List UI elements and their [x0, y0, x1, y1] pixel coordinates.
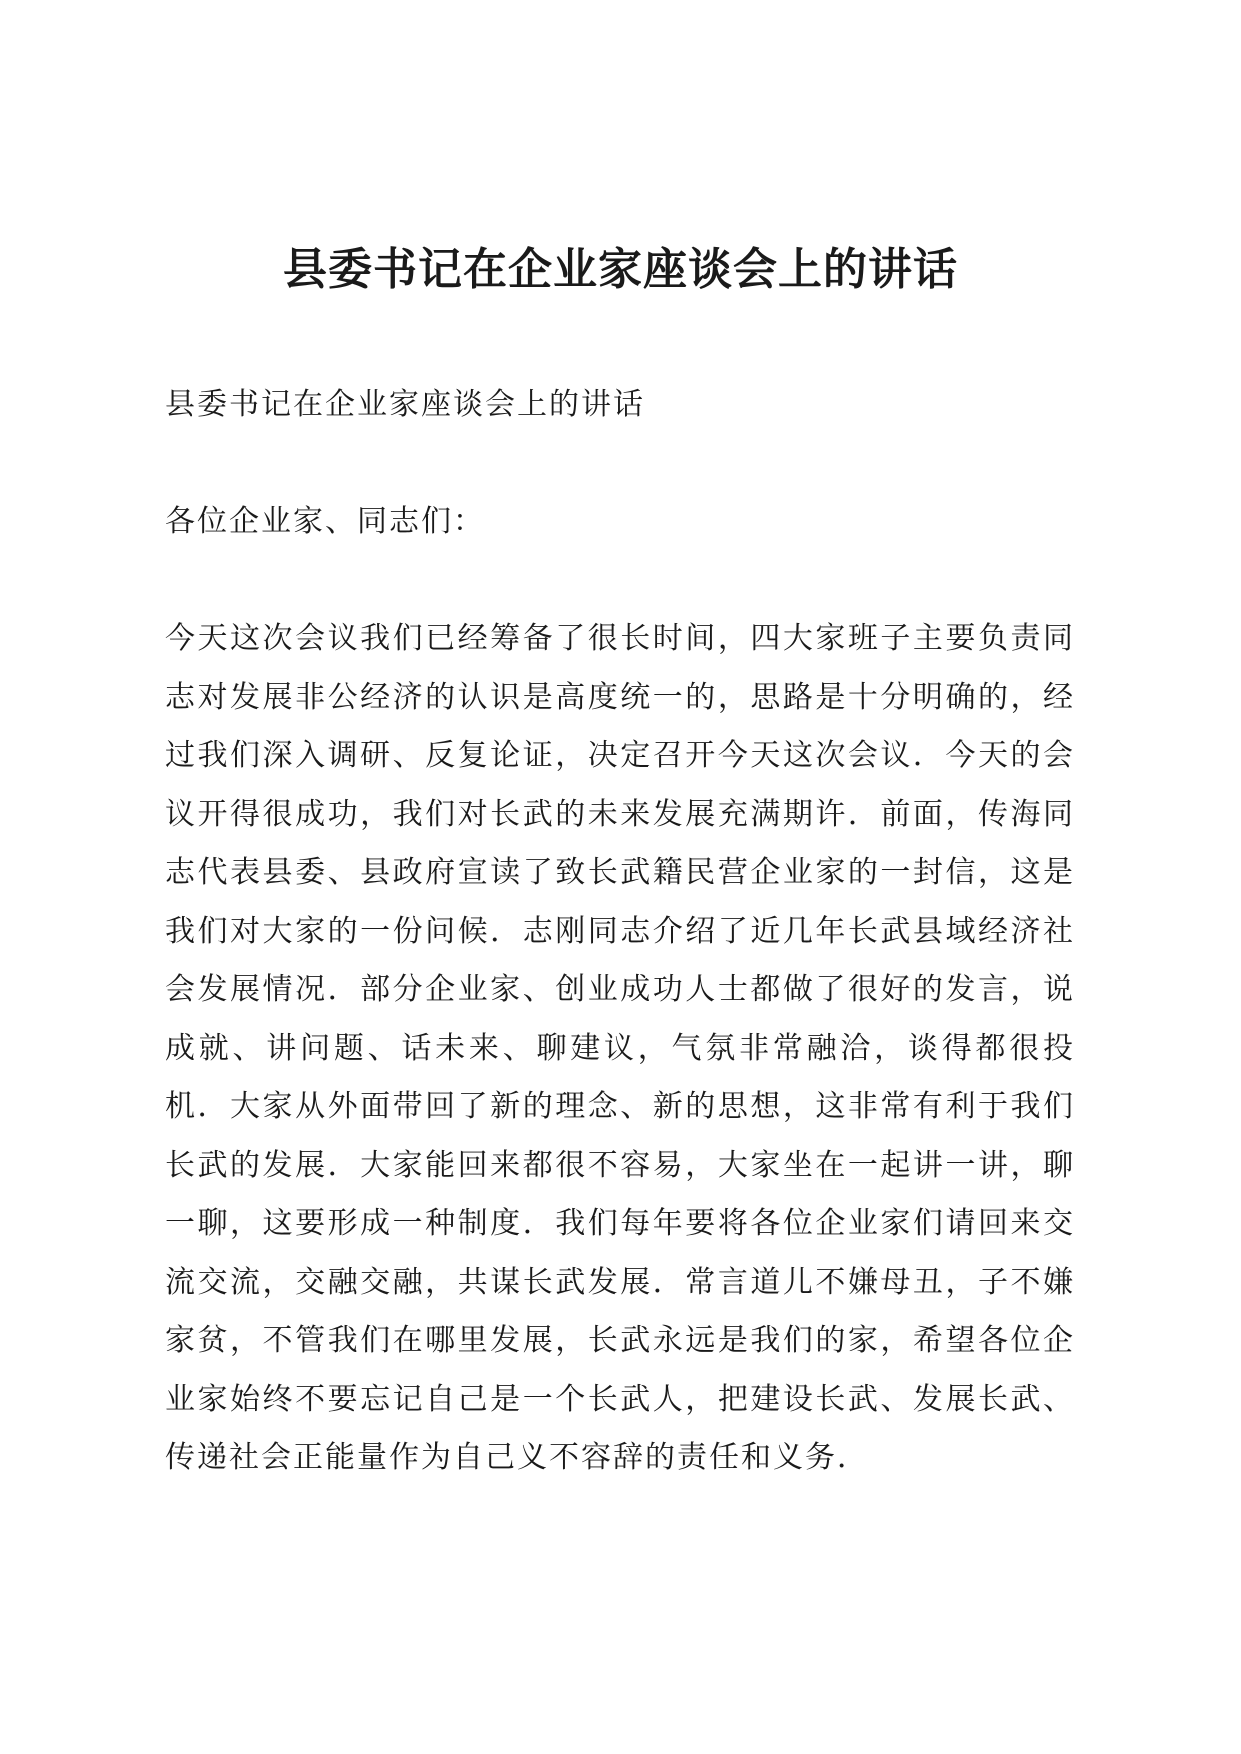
body-paragraph: 今天这次会议我们已经筹备了很长时间，四大家班子主要负责同志对发展非公经济的认识是高度统一的，思路是十分明确的，经过我们深入调研、反复论证，决定召开今天这次会议．今天的会议开得很成功，我们对长武的未来发展充满期许．前面，传海同志代表县委、县政府宣读了致长武籍民营企业家的一封信，这是我们对大家的一份问候．志刚同志介绍了近几年长武县域经济社会发展情况．部分企业家、创业成功人士都做了很好的发言，说成就、讲问题、话未来、聊建议，气氛非常融洽，谈得都很投机．大家从外面带回了新的理念、新的思想，这非常有利于我们长武的发展．大家能回来都很不容易，大家坐在一起讲一讲，聊一聊，这要形成一种制度．我们每年要将各位企业家们请回来交流交流，交融交融，共谋长武发展．常言道儿不嫌母丑，子不嫌家贫，不管我们在哪里发展，长武永远是我们的家，希望各位企业家始终不要忘记自己是一个长武人，把建设长武、发展长武、传递社会正能量作为自己义不容辞的责任和义务． [165, 621, 1075, 1475]
document-subtitle: 县委书记在企业家座谈会上的讲话 [165, 387, 645, 422]
salutation: 各位企业家、同志们： [165, 504, 485, 539]
document-body [165, 376, 1075, 1488]
document-title: 县委书记在企业家座谈会上的讲话 [283, 244, 958, 295]
